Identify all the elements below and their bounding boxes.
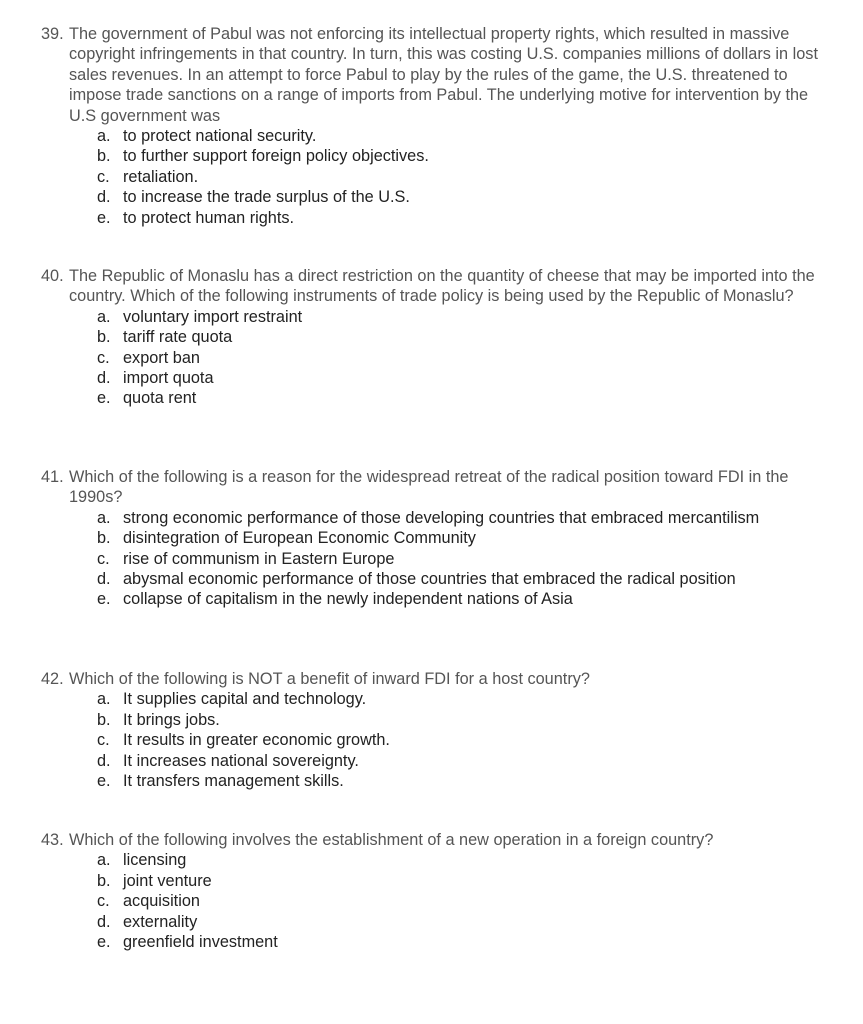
- option-text: It supplies capital and technology.: [123, 690, 367, 709]
- option-text: It brings jobs.: [123, 710, 220, 729]
- question-stem: [41, 24, 831, 126]
- option-e: [41, 388, 831, 408]
- option-c: [41, 730, 831, 750]
- option-text: licensing: [123, 851, 187, 870]
- option-letter: e.: [97, 208, 111, 227]
- option-letter: c.: [97, 167, 110, 186]
- option-e: [41, 932, 831, 952]
- option-letter: b.: [97, 529, 111, 548]
- option-e: [41, 208, 831, 228]
- option-c: [41, 891, 831, 911]
- question-text: The Republic of Monaslu has a direct restriction on the quantity of cheese that may be imported into the country. Which of the following instruments of trade policy is being used by the Republic of Monaslu?: [69, 267, 815, 306]
- option-d: [41, 368, 831, 388]
- option-b: [41, 528, 831, 548]
- option-text: voluntary import restraint: [123, 307, 303, 326]
- option-d: [41, 912, 831, 932]
- answer-options: [41, 850, 831, 952]
- option-c: [41, 167, 831, 187]
- option-c: [41, 348, 831, 368]
- option-b: [41, 710, 831, 730]
- option-a: [41, 689, 831, 709]
- question-40: [41, 266, 831, 409]
- option-text: import quota: [123, 369, 214, 388]
- answer-options: [41, 689, 831, 791]
- option-b: [41, 327, 831, 347]
- option-text: quota rent: [123, 389, 197, 408]
- option-letter: c.: [97, 549, 110, 568]
- option-text: retaliation.: [123, 167, 199, 186]
- question-stem: [41, 830, 831, 850]
- option-letter: e.: [97, 389, 111, 408]
- question-text: Which of the following is a reason for the widespread retreat of the radical position toward FDI in the 1990s?: [69, 468, 789, 507]
- option-letter: c.: [97, 731, 110, 750]
- option-letter: d.: [97, 188, 111, 207]
- option-letter: d.: [97, 751, 111, 770]
- option-letter: b.: [97, 147, 111, 166]
- option-text: rise of communism in Eastern Europe: [123, 549, 395, 568]
- option-text: strong economic performance of those developing countries that embraced mercantilism: [123, 508, 760, 527]
- option-c: [41, 549, 831, 569]
- question-stem: [41, 669, 831, 689]
- option-letter: a.: [97, 851, 111, 870]
- option-text: to protect national security.: [123, 127, 317, 146]
- question-42: [41, 669, 831, 791]
- question-43: [41, 830, 831, 952]
- option-text: to increase the trade surplus of the U.S.: [123, 188, 410, 207]
- option-text: tariff rate quota: [123, 328, 233, 347]
- option-text: abysmal economic performance of those countries that embraced the radical position: [123, 570, 736, 589]
- option-text: collapse of capitalism in the newly independent nations of Asia: [123, 590, 573, 609]
- option-letter: c.: [97, 892, 110, 911]
- option-letter: e.: [97, 933, 111, 952]
- question-41: [41, 467, 831, 610]
- option-e: [41, 771, 831, 791]
- option-letter: c.: [97, 348, 110, 367]
- option-text: externality: [123, 912, 198, 931]
- question-number: 40.: [41, 267, 64, 285]
- option-text: joint venture: [123, 871, 212, 890]
- option-text: to further support foreign policy objectives.: [123, 147, 429, 166]
- option-letter: a.: [97, 127, 111, 146]
- option-letter: e.: [97, 772, 111, 791]
- option-text: It results in greater economic growth.: [123, 731, 390, 750]
- option-text: export ban: [123, 348, 200, 367]
- option-a: [41, 850, 831, 870]
- option-a: [41, 508, 831, 528]
- question-39: [41, 24, 831, 228]
- option-text: acquisition: [123, 892, 200, 911]
- answer-options: [41, 307, 831, 409]
- option-b: [41, 871, 831, 891]
- option-letter: e.: [97, 590, 111, 609]
- option-a: [41, 307, 831, 327]
- option-d: [41, 751, 831, 771]
- question-stem: [41, 467, 831, 508]
- question-text: Which of the following is NOT a benefit of inward FDI for a host country?: [69, 670, 590, 688]
- option-d: [41, 187, 831, 207]
- option-text: disintegration of European Economic Community: [123, 529, 476, 548]
- option-text: greenfield investment: [123, 933, 278, 952]
- question-number: 39.: [41, 25, 64, 43]
- question-number: 43.: [41, 831, 64, 849]
- option-text: It transfers management skills.: [123, 772, 344, 791]
- option-letter: a.: [97, 307, 111, 326]
- question-text: The government of Pabul was not enforcing its intellectual property rights, which resulted in massive copyright infringements in that country. In turn, this was costing U.S. companies millions of dollars in lost sales revenues. In an attempt to force Pabul to play by the rules of the game, the U.S. threatened to impose trade sanctions on a range of imports from Pabul. The underlying motive for intervention by the U.S government was: [69, 25, 818, 125]
- option-letter: b.: [97, 328, 111, 347]
- option-text: to protect human rights.: [123, 208, 295, 227]
- option-letter: b.: [97, 871, 111, 890]
- option-e: [41, 589, 831, 609]
- question-text: Which of the following involves the establishment of a new operation in a foreign country?: [69, 831, 714, 849]
- option-b: [41, 146, 831, 166]
- option-letter: a.: [97, 508, 111, 527]
- answer-options: [41, 126, 831, 228]
- option-letter: d.: [97, 912, 111, 931]
- question-number: 42.: [41, 670, 64, 688]
- question-stem: [41, 266, 831, 307]
- option-letter: d.: [97, 369, 111, 388]
- answer-options: [41, 508, 831, 610]
- option-letter: d.: [97, 570, 111, 589]
- option-text: It increases national sovereignty.: [123, 751, 359, 770]
- option-letter: a.: [97, 690, 111, 709]
- question-number: 41.: [41, 468, 64, 486]
- option-a: [41, 126, 831, 146]
- option-letter: b.: [97, 710, 111, 729]
- option-d: [41, 569, 831, 589]
